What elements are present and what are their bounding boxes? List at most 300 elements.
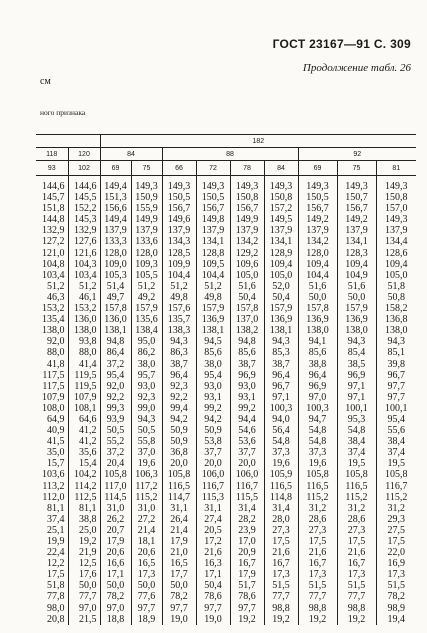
table-cell: 20,6 [131, 547, 162, 558]
table-cell: 17,9 [230, 569, 264, 580]
table-cell: 138,2 [230, 325, 264, 336]
table-cell: 26,4 [162, 514, 196, 525]
table-row [36, 214, 416, 225]
table-cell: 97,1 [264, 392, 298, 403]
table-cell: 100,3 [298, 403, 337, 414]
table-cell: 119,5 [68, 370, 100, 381]
table-cell: 20,6 [100, 547, 131, 558]
table-cell: 128,8 [196, 248, 230, 259]
table-cell: 27,3 [264, 525, 298, 536]
table-row [36, 558, 416, 569]
table-cell: 94,4 [230, 414, 264, 425]
table-cell: 150,9 [131, 192, 162, 203]
table-cell: 98,0 [36, 603, 68, 614]
column-header: 69 [298, 161, 337, 176]
table-cell: 50,5 [131, 425, 162, 436]
table-cell: 12,2 [36, 558, 68, 569]
table-cell: 138,1 [264, 325, 298, 336]
table-cell: 104,3 [68, 259, 100, 270]
table-cell: 134,1 [264, 236, 298, 247]
table-cell: 150,5 [196, 192, 230, 203]
table-cell: 49,7 [100, 292, 131, 303]
table-row [36, 580, 416, 591]
table-cell: 50,0 [68, 580, 100, 591]
table-cell: 51,5 [387, 580, 406, 592]
header-group-88: 88 [162, 148, 298, 161]
table-cell: 31,4 [230, 503, 264, 514]
table-cell: 138,1 [196, 325, 230, 336]
table-cell: 50,4 [230, 292, 264, 303]
table-cell: 97,7 [387, 391, 406, 403]
table-cell: 19,2 [298, 614, 337, 625]
table-cell: 128,0 [100, 248, 131, 259]
table-cell: 150,7 [337, 192, 376, 203]
table-cell: 135,6 [131, 314, 162, 325]
header-blank-cell [36, 135, 100, 148]
table-cell: 151,3 [100, 192, 131, 203]
table-cell: 85,4 [337, 347, 376, 358]
table-cell: 109,0 [100, 259, 131, 270]
table-cell: 149,3 [162, 176, 196, 193]
table-cell: 96,7 [387, 369, 406, 381]
table-cell: 37,3 [264, 447, 298, 458]
table-cell: 38,7 [162, 359, 196, 370]
table-cell: 22,4 [36, 547, 68, 558]
table-cell: 49,8 [196, 292, 230, 303]
table-cell: 150,8 [230, 192, 264, 203]
table-cell: 38,5 [337, 359, 376, 370]
table-cell: 145,7 [36, 192, 68, 203]
table-cell: 41,5 [36, 436, 68, 447]
table-cell: 94,5 [196, 336, 230, 347]
table-cell: 37,7 [196, 447, 230, 458]
table-cell: 15,4 [68, 458, 100, 469]
table-cell: 105,8 [162, 469, 196, 480]
table-cell: 138,0 [68, 325, 100, 336]
table-cell: 137,9 [385, 225, 408, 237]
table-cell: 107,9 [36, 392, 68, 403]
table-row [36, 492, 416, 503]
table-cell: 144,6 [36, 176, 68, 193]
table-cell: 109,4 [264, 259, 298, 270]
table-cell: 50,5 [100, 425, 131, 436]
table-cell: 116,7 [230, 481, 264, 492]
table-cell: 17,5 [298, 536, 337, 547]
table-cell: 28,2 [230, 514, 264, 525]
table-cell: 40,9 [36, 425, 68, 436]
table-cell: 103,6 [36, 469, 68, 480]
table-row [36, 469, 416, 480]
table-cell: 16,7 [298, 558, 337, 569]
table-cell: 16,7 [264, 558, 298, 569]
table-cell: 138,0 [36, 325, 68, 336]
table-cell: 81,1 [36, 503, 68, 514]
table-cell: 104,4 [162, 270, 196, 281]
table-cell: 27,4 [196, 514, 230, 525]
table-cell: 157,8 [230, 303, 264, 314]
table-cell: 149,5 [264, 214, 298, 225]
table-cell: 97,7 [131, 603, 162, 614]
table-cell: 20,9 [230, 547, 264, 558]
table-cell: 78,2 [387, 591, 406, 603]
table-cell: 99,0 [131, 403, 162, 414]
table-cell: 54,8 [337, 425, 376, 436]
table-cell: 105,8 [337, 469, 376, 480]
table-row [36, 381, 416, 392]
table-row [36, 569, 416, 580]
table-cell: 157,9 [337, 303, 376, 314]
table-cell: 128,0 [298, 248, 337, 259]
table-cell: 15,7 [36, 458, 68, 469]
table-cell: 22,0 [387, 547, 406, 559]
table-cell: 16,7 [337, 558, 376, 569]
table-cell: 37,4 [36, 514, 68, 525]
table-cell: 95,0 [131, 336, 162, 347]
table-cell: 19,5 [387, 458, 406, 470]
table-cell: 19,4 [387, 613, 406, 625]
table-cell: 78,2 [162, 591, 196, 602]
table-cell: 21,5 [68, 614, 100, 625]
table-cell: 41,2 [68, 425, 100, 436]
table-cell: 16,7 [230, 558, 264, 569]
table-cell: 105,3 [100, 270, 131, 281]
table-cell: 149,3 [385, 214, 408, 226]
table-cell: 93,0 [131, 381, 162, 392]
table-cell: 128,9 [264, 248, 298, 259]
table-cell: 19,2 [337, 614, 376, 625]
table-cell: 38,4 [337, 436, 376, 447]
table-cell: 50,0 [100, 580, 131, 591]
table-cell: 37,7 [230, 447, 264, 458]
table-cell: 156,6 [100, 203, 131, 214]
table-body [36, 176, 416, 625]
table-cell: 94,8 [230, 336, 264, 347]
table-cell: 134,1 [337, 236, 376, 247]
table-cell: 112,0 [36, 492, 68, 503]
table-cell: 134,2 [298, 236, 337, 247]
table-cell: 38,7 [264, 359, 298, 370]
table-cell: 85,6 [230, 347, 264, 358]
column-header: 75 [337, 161, 376, 176]
table-cell: 50,4 [264, 292, 298, 303]
table-cell: 136,8 [385, 314, 408, 326]
table-cell: 155,9 [131, 203, 162, 214]
table-cell: 86,3 [162, 347, 196, 358]
table-cell: 92,3 [131, 392, 162, 403]
table-cell: 108,1 [68, 403, 100, 414]
table-cell: 98,8 [264, 603, 298, 614]
standard-header: ГОСТ 23167—91 С. 309 [272, 37, 411, 51]
table-cell: 94,3 [264, 336, 298, 347]
table-cell: 116,7 [385, 480, 408, 492]
table-cell: 94,3 [131, 414, 162, 425]
table-cell: 157,6 [162, 303, 196, 314]
table-cell: 96,9 [337, 370, 376, 381]
table-cell: 31,1 [162, 503, 196, 514]
table-row [36, 203, 416, 214]
table-cell: 98,9 [387, 602, 406, 614]
table-cell: 17,2 [196, 536, 230, 547]
table-cell: 137,9 [162, 225, 196, 236]
table-cell: 94,3 [387, 336, 406, 348]
table-row [36, 292, 416, 303]
table-cell: 94,2 [162, 414, 196, 425]
header-group-182: 182 [100, 135, 416, 148]
table-cell: 150,5 [162, 192, 196, 203]
table-cell: 115,3 [196, 492, 230, 503]
table-cell: 104,4 [196, 270, 230, 281]
table-cell: 17,9 [100, 536, 131, 547]
table-cell: 128,6 [385, 247, 408, 259]
table-cell: 94,3 [162, 336, 196, 347]
table-cell: 17,5 [264, 536, 298, 547]
table-cell: 103,4 [68, 270, 100, 281]
table-row [36, 503, 416, 514]
table-cell: 115,2 [131, 492, 162, 503]
table-cell: 107,9 [68, 392, 100, 403]
table-cell: 92,0 [100, 381, 131, 392]
table-cell: 19,2 [68, 536, 100, 547]
unit-label: см [40, 76, 51, 87]
table-cell: 51,2 [131, 281, 162, 292]
table-cell: 94,8 [100, 336, 131, 347]
table-row [36, 192, 416, 203]
table-cell: 93,8 [68, 336, 100, 347]
table-cell: 25,0 [68, 525, 100, 536]
table-cell: 144,8 [36, 214, 68, 225]
table-cell: 149,2 [337, 214, 376, 225]
table-cell: 105,0 [385, 269, 408, 281]
table-cell: 17,9 [162, 536, 196, 547]
table-cell: 137,9 [196, 225, 230, 236]
table-cell: 78,6 [196, 591, 230, 602]
table-cell: 27,3 [298, 525, 337, 536]
table-cell: 21,6 [337, 547, 376, 558]
table-cell: 27,2 [131, 514, 162, 525]
column-header: 69 [100, 161, 131, 176]
table-cell: 27,3 [337, 525, 376, 536]
table-row [36, 425, 416, 436]
table-cell: 97,0 [298, 392, 337, 403]
table-cell: 135,4 [36, 314, 68, 325]
table-cell: 41,2 [68, 436, 100, 447]
table-cell: 105,8 [100, 469, 131, 480]
table-row [36, 176, 416, 193]
table-cell: 21,4 [131, 525, 162, 536]
table-cell: 115,2 [298, 492, 337, 503]
table-cell: 17,3 [298, 569, 337, 580]
table-cell: 77,7 [337, 591, 376, 602]
table-cell: 19,6 [264, 458, 298, 469]
table-cell: 137,9 [230, 225, 264, 236]
table-cell: 54,8 [298, 425, 337, 436]
table-cell: 55,6 [387, 425, 406, 437]
table-row [36, 325, 416, 336]
table-cell: 17,7 [162, 569, 196, 580]
table-cell: 104,2 [68, 469, 100, 480]
table-cell: 138,0 [385, 325, 408, 337]
table-cell: 17,1 [196, 569, 230, 580]
column-header: 75 [131, 161, 162, 176]
table-cell: 20,4 [100, 458, 131, 469]
table-cell: 17,5 [36, 569, 68, 580]
table-cell: 97,7 [196, 603, 230, 614]
table-cell: 31,2 [298, 503, 337, 514]
table-cell: 105,0 [230, 270, 264, 281]
table-cell: 19,6 [131, 458, 162, 469]
table-cell: 133,3 [100, 236, 131, 247]
table-cell: 88,0 [36, 347, 68, 358]
table-cell: 116,5 [162, 481, 196, 492]
table-cell: 41,4 [68, 359, 100, 370]
table-cell: 85,6 [196, 347, 230, 358]
table-cell: 116,5 [298, 481, 337, 492]
table-cell: 106,0 [230, 469, 264, 480]
table-cell: 20,7 [100, 525, 131, 536]
column-header: 66 [162, 161, 196, 176]
table-cell: 20,0 [196, 458, 230, 469]
table-cell: 20,8 [36, 614, 68, 625]
header-group-84: 84 [100, 148, 162, 161]
table-cell: 99,2 [196, 403, 230, 414]
table-cell: 37,3 [298, 447, 337, 458]
table-cell: 117,5 [36, 370, 68, 381]
table-row [36, 236, 416, 247]
table-cell: 19,6 [298, 458, 337, 469]
column-header: 102 [68, 161, 100, 176]
table-cell: 20,0 [162, 458, 196, 469]
table-cell: 19,0 [162, 614, 196, 625]
table-cell: 17,5 [337, 536, 376, 547]
table-cell: 77,7 [298, 591, 337, 602]
column-header: 84 [264, 161, 298, 176]
table-cell: 157,8 [298, 303, 337, 314]
table-cell: 97,7 [387, 380, 406, 392]
table-cell: 51,6 [298, 281, 337, 292]
table-cell: 19,5 [337, 458, 376, 469]
table-cell: 97,1 [337, 392, 376, 403]
table-cell: 54,8 [298, 436, 337, 447]
table-cell: 157,9 [131, 303, 162, 314]
table-cell: 99,4 [162, 403, 196, 414]
header-group-120: 120 [68, 148, 100, 161]
table-cell: 51,8 [387, 280, 406, 292]
table-cell: 105,5 [131, 270, 162, 281]
table-cell: 149,8 [196, 214, 230, 225]
table-cell: 16,5 [131, 558, 162, 569]
table-cell: 94,7 [298, 414, 337, 425]
table-cell: 16,6 [100, 558, 131, 569]
table-cell: 19,2 [264, 614, 298, 625]
table-cell: 18,8 [100, 614, 131, 625]
table-row [36, 403, 416, 414]
table-cell: 50,9 [196, 425, 230, 436]
table-cell: 100,1 [385, 402, 408, 414]
table-cell: 121,0 [36, 248, 68, 259]
table-cell: 36,8 [162, 447, 196, 458]
table-cell: 77,7 [68, 591, 100, 602]
table-cell: 127,6 [68, 236, 100, 247]
table-row [36, 614, 416, 625]
table-cell: 17,3 [264, 569, 298, 580]
table-cell: 100,1 [337, 403, 376, 414]
table-cell: 37,4 [387, 447, 406, 459]
table-cell: 46,3 [36, 292, 68, 303]
table-row [36, 270, 416, 281]
table-cell: 50,8 [387, 291, 406, 303]
table-cell: 28,0 [264, 514, 298, 525]
table-cell: 31,2 [337, 503, 376, 514]
column-header-row [36, 161, 416, 176]
table-cell: 29,3 [387, 513, 406, 525]
table-cell: 156,7 [162, 203, 196, 214]
table-cell: 157,2 [264, 203, 298, 214]
table-cell: 114,5 [100, 492, 131, 503]
table-cell: 93,0 [230, 381, 264, 392]
table-cell: 149,3 [264, 176, 298, 193]
table-cell: 16,5 [162, 558, 196, 569]
table-cell: 106,3 [131, 469, 162, 480]
table-cell: 138,0 [298, 325, 337, 336]
table-row [36, 347, 416, 358]
table-cell: 31,0 [131, 503, 162, 514]
table-cell: 115,5 [230, 492, 264, 503]
table-cell: 103,4 [36, 270, 68, 281]
table-cell: 116,5 [264, 481, 298, 492]
table-cell: 94,1 [298, 336, 337, 347]
table-cell: 117,0 [100, 481, 131, 492]
table-cell: 137,9 [100, 225, 131, 236]
table-cell: 51,6 [230, 281, 264, 292]
table-cell: 21,0 [162, 547, 196, 558]
table-cell: 31,1 [196, 503, 230, 514]
table-cell: 104,8 [36, 259, 68, 270]
table-cell: 50,9 [162, 436, 196, 447]
table-cell: 51,6 [337, 281, 376, 292]
table-cell: 135,7 [162, 314, 196, 325]
table-cell: 104,4 [298, 270, 337, 281]
table-cell: 119,5 [68, 381, 100, 392]
table-cell: 134,2 [230, 236, 264, 247]
table-row [36, 259, 416, 270]
table-cell: 21,6 [196, 547, 230, 558]
table-row [36, 370, 416, 381]
table-row [36, 481, 416, 492]
table-cell: 153,2 [36, 303, 68, 314]
table-cell: 105,9 [264, 469, 298, 480]
table-cell: 138,0 [337, 325, 376, 336]
table-cell: 158,2 [385, 303, 408, 315]
table-row [36, 303, 416, 314]
table-cell: 56,4 [264, 425, 298, 436]
table-cell: 96,4 [298, 370, 337, 381]
table-row [36, 359, 416, 370]
table-cell: 35,0 [36, 447, 68, 458]
table-cell: 94,0 [264, 414, 298, 425]
table-cell: 92,2 [100, 392, 131, 403]
table-cell: 136,9 [337, 314, 376, 325]
table-cell: 149,6 [162, 214, 196, 225]
table-cell: 94,3 [337, 336, 376, 347]
table-cell: 54,6 [230, 425, 264, 436]
table-cell: 53,8 [196, 436, 230, 447]
table-cell: 17,5 [387, 536, 406, 547]
table-cell: 150,8 [264, 192, 298, 203]
table-cell: 136,9 [298, 314, 337, 325]
table-cell: 27,5 [387, 524, 406, 536]
table-cell: 93,1 [196, 392, 230, 403]
table-cell: 149,9 [230, 214, 264, 225]
